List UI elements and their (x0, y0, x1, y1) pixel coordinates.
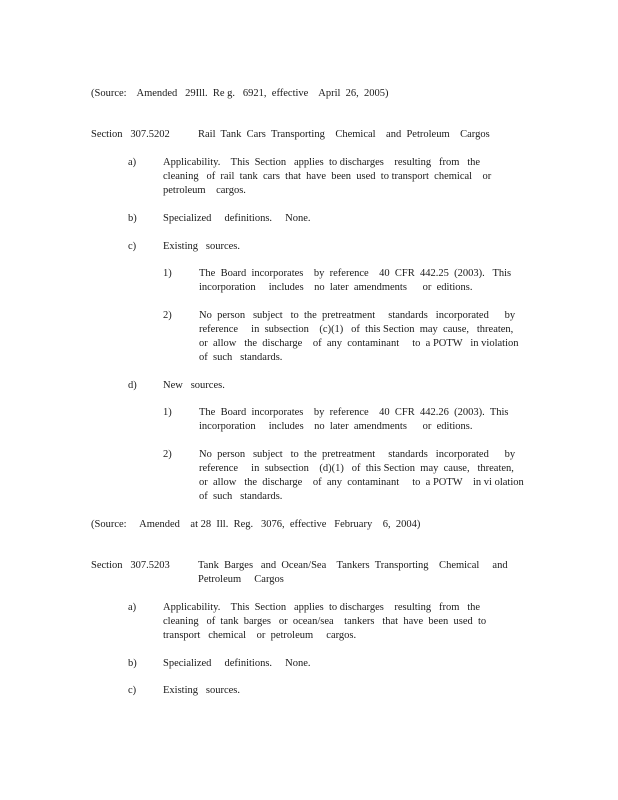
subsection-text: Existing sources. (163, 685, 240, 696)
subsection-text: Applicability. This Section applies to discharges resulting from the cleaning of rail tank cars that have been used to transport chemical or petroleum cargos. (163, 157, 492, 196)
subsection-text: Specialized definitions. None. (163, 213, 311, 224)
subsection-marker: a) (128, 157, 137, 168)
item-marker: 2) (163, 310, 172, 321)
item-marker: 2) (163, 449, 172, 460)
section-title: Rail Tank Cars Transporting Chemical and Petroleum Cargos (198, 129, 490, 140)
item-text: No person subject to the pretreatment standards incorporated by reference in subsection (d)(1) of this Section may cause, threaten, or allow the discharge of any contaminant to a POTW in vi olation of such standards. (199, 449, 524, 502)
item-marker: 1) (163, 407, 172, 418)
subsection-text: Applicability. This Section applies to discharges resulting from the cleaning of tank barges or ocean/sea tankers that have been used to transport chemical or petroleum cargos. (163, 602, 487, 641)
subsection-marker: c) (128, 241, 137, 252)
subsection-text: Existing sources. (163, 241, 240, 252)
section-number: Section 307.5203 (91, 560, 170, 571)
section-number: Section 307.5202 (91, 129, 170, 140)
source-note: (Source: Amended at 28 Ill. Reg. 3076, effective February 6, 2004) (91, 519, 421, 530)
item-text: No person subject to the pretreatment standards incorporated by reference in subsection (c)(1) of this Section may cause, threaten, or allow the discharge of any contaminant to a POTW in violation of such standards. (199, 310, 519, 363)
section-title: Tank Barges and Ocean/Sea Tankers Transporting Chemical and Petroleum Cargos (198, 560, 508, 585)
subsection-marker: b) (128, 658, 137, 669)
subsection-marker: d) (128, 380, 137, 391)
item-text: The Board incorporates by reference 40 CFR 442.25 (2003). This incorporation includes no later amendments or editions. (199, 268, 512, 293)
subsection-text: New sources. (163, 380, 225, 391)
item-text: The Board incorporates by reference 40 CFR 442.26 (2003). This incorporation includes no later amendments or editions. (199, 407, 509, 432)
subsection-marker: a) (128, 602, 137, 613)
item-marker: 1) (163, 268, 172, 279)
subsection-text: Specialized definitions. None. (163, 658, 311, 669)
subsection-marker: b) (128, 213, 137, 224)
source-note: (Source: Amended 29Ill. Re g. 6921, effective April 26, 2005) (91, 88, 389, 99)
subsection-marker: c) (128, 685, 137, 696)
